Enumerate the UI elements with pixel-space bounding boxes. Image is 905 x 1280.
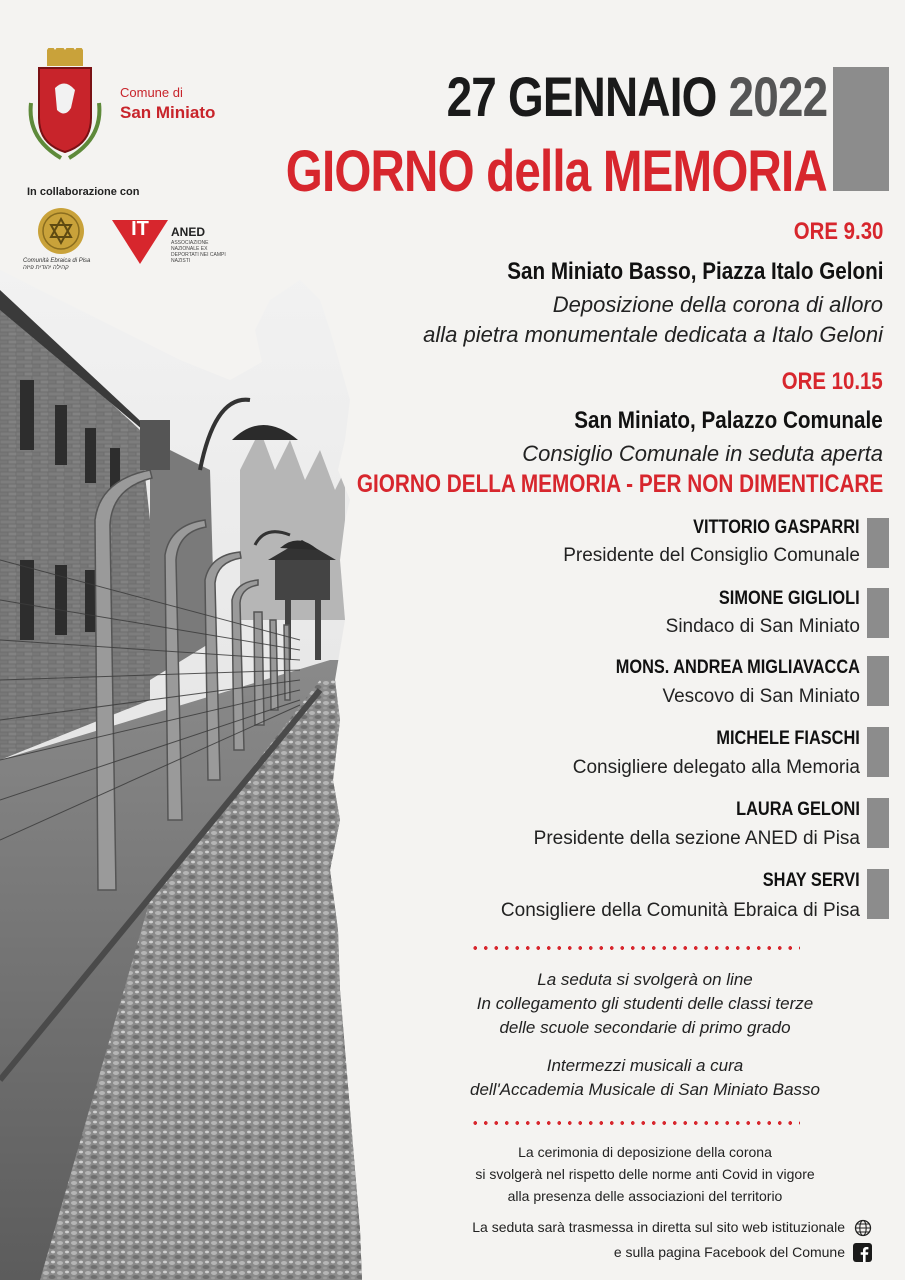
speaker-role: Presidente della sezione ANED di Pisa — [533, 828, 860, 849]
desc-2a: Consiglio Comunale in seduta aperta — [522, 441, 883, 466]
comunita-ebraica-caption — [23, 258, 103, 272]
dotted-divider — [470, 1121, 800, 1125]
music-note-2: dell'Accademia Musicale di San Miniato Basso — [469, 1080, 821, 1099]
speaker-role: Consigliere delegato alla Memoria — [572, 757, 860, 778]
speaker-role: Sindaco di San Miniato — [665, 616, 860, 637]
place-2: San Miniato, Palazzo Comunale — [574, 407, 883, 434]
speaker-name: SIMONE GIGLIOLI — [719, 588, 860, 609]
time-2: ORE 10.15 — [782, 368, 883, 395]
speaker-name: LAURA GELONI — [736, 799, 860, 820]
speaker-bar — [867, 798, 889, 848]
date-year: 2022 — [728, 65, 827, 128]
covid-note-2: si svolgerà nel rispetto delle norme anti Covid in vigore — [475, 1166, 815, 1182]
comune-name: San Miniato — [120, 103, 216, 122]
date-main: 27 GENNAIO — [446, 65, 729, 128]
place-1: San Miniato Basso, Piazza Italo Geloni — [506, 258, 883, 285]
covid-note-1: La cerimonia di deposizione della corona — [518, 1144, 772, 1160]
music-note-1: Intermezzi musicali a cura — [546, 1056, 744, 1075]
speaker-name: MONS. ANDREA MIGLIAVACCA — [615, 657, 860, 678]
speaker-name: VITTORIO GASPARRI — [693, 517, 860, 538]
desc-1b: alla pietra monumentale dedicata a Italo Geloni — [423, 322, 883, 347]
stream-note-2: e sulla pagina Facebook del Comune — [613, 1244, 845, 1260]
title-gray-bar — [833, 67, 889, 191]
speaker-bar — [867, 869, 889, 919]
comune-label: Comune di — [120, 85, 183, 100]
online-note-2: In collegamento gli studenti delle classi terze — [476, 994, 814, 1013]
aned-word: ANED — [171, 225, 206, 239]
speaker-role: Consigliere della Comunità Ebraica di Pisa — [500, 900, 860, 921]
speaker-bar — [867, 588, 889, 638]
aned-mark: IT — [131, 218, 149, 240]
speaker-role: Vescovo di San Miniato — [662, 686, 860, 707]
globe-icon — [854, 1219, 872, 1237]
speaker-role: Presidente del Consiglio Comunale — [563, 545, 860, 566]
online-note-3: delle scuole secondarie di primo grado — [499, 1018, 791, 1037]
event-date — [446, 64, 827, 129]
comunita-hebrew-text: קהילה יהודית פיזה — [23, 265, 69, 271]
facebook-icon[interactable] — [853, 1243, 872, 1262]
time-1: ORE 9.30 — [793, 218, 883, 245]
comunita-caption-text: Comunità Ebraica di Pisa — [23, 258, 91, 264]
speaker-bar — [867, 656, 889, 706]
desc-1a: Deposizione della corona di alloro — [552, 292, 883, 317]
stream-note-1: La seduta sarà trasmessa in diretta sul sito web istituzionale — [472, 1219, 845, 1235]
speaker-name: SHAY SERVI — [763, 870, 860, 891]
speaker-bar — [867, 518, 889, 568]
dotted-divider — [470, 946, 800, 950]
collaboration-label: In collaborazione con — [27, 186, 140, 198]
highlight-line: GIORNO DELLA MEMORIA - PER NON DIMENTICARE — [356, 470, 883, 498]
event-title: GIORNO della MEMORIA — [285, 139, 827, 204]
aned-subtitle: ASSOCIAZIONE NAZIONALE EX DEPORTATI NEI CAMPI NAZISTI — [171, 240, 226, 264]
speaker-bar — [867, 727, 889, 777]
comunita-ebraica-logo — [37, 207, 85, 255]
speaker-name: MICHELE FIASCHI — [716, 728, 860, 749]
online-note-1: La seduta si svolgerà on line — [537, 970, 753, 989]
covid-note-3: alla presenza delle associazioni del territorio — [507, 1188, 783, 1204]
comune-crest-logo — [25, 48, 105, 163]
